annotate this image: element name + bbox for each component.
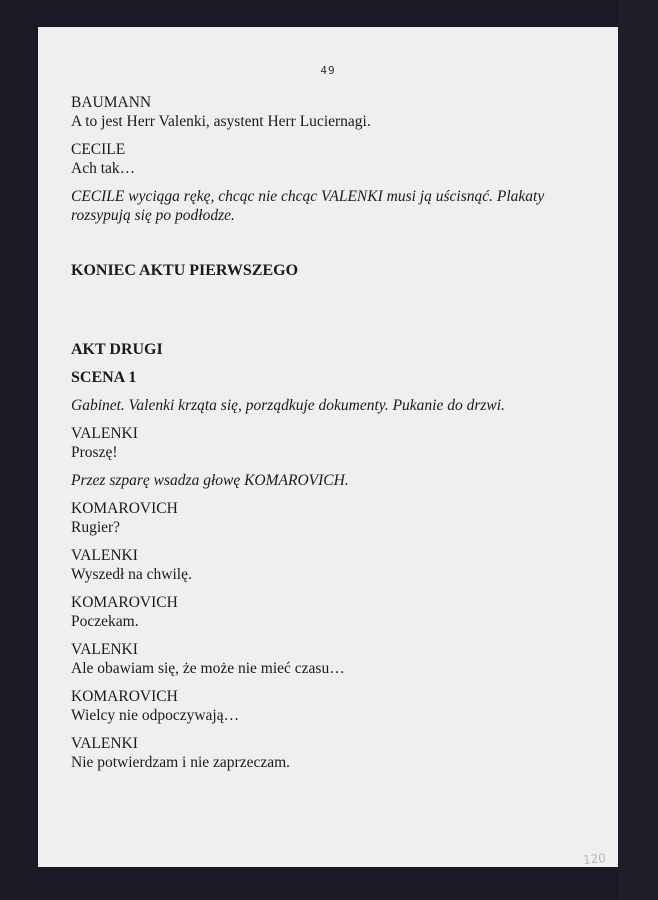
speaker-name: KOMAROVICH	[71, 594, 178, 611]
speaker-name: KOMAROVICH	[71, 500, 178, 517]
dialogue-line: Nie potwierdzam i nie zaprzeczam.	[71, 754, 291, 771]
speaker-name: CECILE	[71, 141, 126, 158]
document-page	[38, 27, 618, 867]
dialogue-line: Ale obawiam się, że może nie mieć czasu…	[71, 660, 345, 677]
dialogue-block	[71, 93, 591, 131]
scanner-edge	[618, 0, 658, 900]
dialogue-block	[71, 734, 591, 772]
script-content	[71, 93, 591, 781]
speaker-name: KOMAROVICH	[71, 688, 178, 705]
stage-direction: CECILE wyciąga rękę, chcąc nie chcąc VALENKI musi ją uścisnąć. Plakaty rozsypują się po podłodze.	[71, 188, 545, 224]
archive-pencil-mark: 120	[582, 850, 607, 868]
scene-title: SCENA 1	[71, 369, 137, 386]
speaker-name: BAUMANN	[71, 94, 152, 111]
dialogue-line: Ach tak…	[71, 160, 136, 177]
act-title: AKT DRUGI	[71, 341, 163, 358]
speaker-name: VALENKI	[71, 641, 138, 658]
dialogue-line: Proszę!	[71, 444, 118, 461]
dialogue-line: Wyszedł na chwilę.	[71, 566, 192, 583]
speaker-name: VALENKI	[71, 735, 138, 752]
dialogue-line: Wielcy nie odpoczywają…	[71, 707, 240, 724]
dialogue-block	[71, 687, 591, 725]
dialogue-line: Rugier?	[71, 519, 121, 536]
dialogue-line: A to jest Herr Valenki, asystent Herr Luciernagi.	[71, 113, 371, 130]
dialogue-block	[71, 499, 591, 537]
stage-direction: Gabinet. Valenki krząta się, porządkuje dokumenty. Pukanie do drzwi.	[71, 397, 505, 414]
dialogue-block	[71, 140, 591, 178]
stage-direction: Przez szparę wsadza głowę KOMAROVICH.	[71, 472, 349, 489]
dialogue-block	[71, 593, 591, 631]
page-number: 49	[320, 64, 336, 77]
dialogue-block	[71, 424, 591, 462]
act-end-heading: KONIEC AKTU PIERWSZEGO	[71, 262, 299, 279]
speaker-name: VALENKI	[71, 547, 138, 564]
dialogue-block	[71, 640, 591, 678]
dialogue-line: Poczekam.	[71, 613, 139, 630]
dialogue-block	[71, 546, 591, 584]
speaker-name: VALENKI	[71, 425, 138, 442]
